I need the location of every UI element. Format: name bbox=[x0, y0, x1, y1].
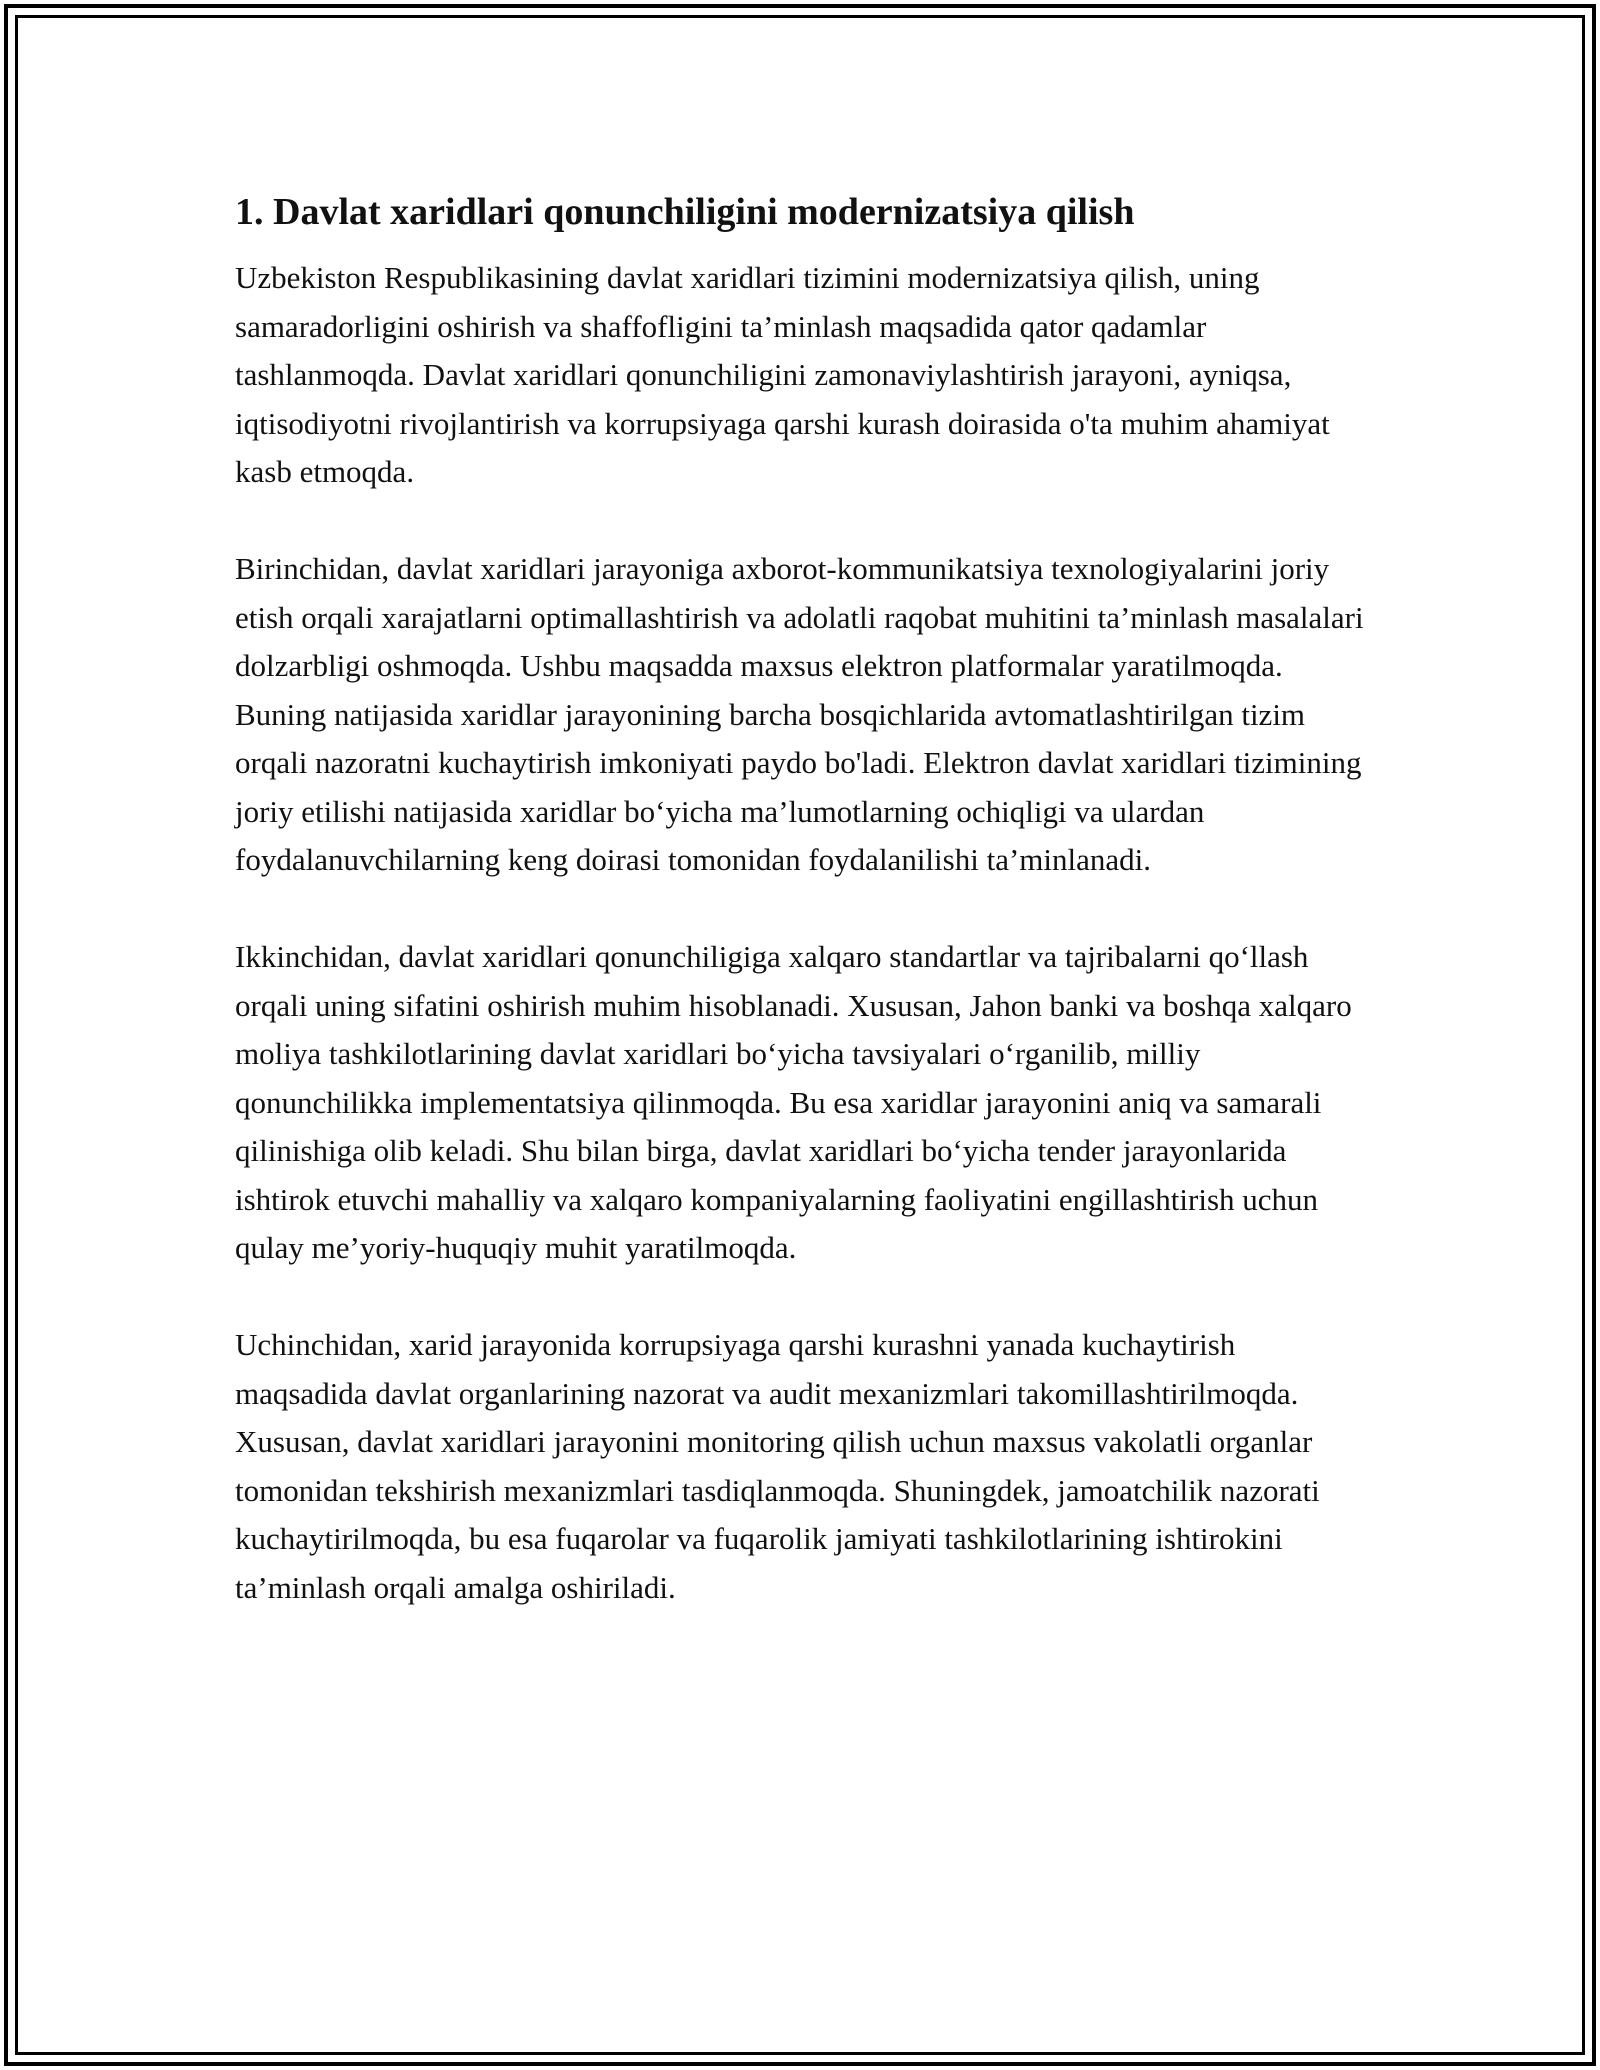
section-heading: 1. Davlat xaridlari qonunchiligini modernizatsiya qilish bbox=[235, 191, 1135, 233]
document-body bbox=[235, 186, 1375, 1661]
paragraph-intro: Uzbekiston Respublikasining davlat xaridlari tizimini modernizatsiya qilish, uning samaradorligini oshirish va shaffofligini ta’minlash maqsadida qator qadamlar tashlanmoqda. Davlat xaridlari qonunchiligini zamonaviylashtirish jarayoni, ayniqsa, iqtisodiyotni rivojlantirish va korrupsiyaga qarshi kurash doirasida o'ta muhim ahamiyat kasb etmoqda. bbox=[235, 260, 1330, 489]
paragraph-second-point: Ikkinchidan, davlat xaridlari qonunchiligiga xalqaro standartlar va tajribalarni qo‘llash orqali uning sifatini oshirish muhim hisoblanadi. Xususan, Jahon banki va boshqa xalqaro moliya tashkilotlarining davlat xaridlari bo‘yicha tavsiyalari o‘rganilib, milliy qonunchilikka implementatsiya qilinmoqda. Bu esa xaridlar jarayonini aniq va samarali qilinishiga olib keladi. Shu bilan birga, davlat xaridlari bo‘yicha tender jarayonlarida ishtirok etuvchi mahalliy va xalqaro kompaniyalarning faoliyatini engillashtirish uchun qulay me’yoriy-huquqiy muhit yaratilmoqda. bbox=[235, 939, 1352, 1265]
paragraph-third-point: Uchinchidan, xarid jarayonida korrupsiyaga qarshi kurashni yanada kuchaytirish maqsadida davlat organlarining nazorat va audit mexanizmlari takomillashtirilmoqda. Xususan, davlat xaridlari jarayonini monitoring qilish uchun maxsus vakolatli organlar tomonidan tekshirish mexanizmlari tasdiqlanmoqda. Shuningdek, jamoatchilik nazorati kuchaytirilmoqda, bu esa fuqarolar va fuqarolik jamiyati tashkilotlarining ishtirokini ta’minlash orqali amalga oshiriladi. bbox=[235, 1327, 1320, 1605]
paragraph-first-point: Birinchidan, davlat xaridlari jarayoniga axborot-kommunikatsiya texnologiyalarini joriy etish orqali xarajatlarni optimallashtirish va adolatli raqobat muhitini ta’minlash masalalari dolzarbligi oshmoqda. Ushbu maqsadda maxsus elektron platformalar yaratilmoqda. Buning natijasida xaridlar jarayonining barcha bosqichlarida avtomatlashtirilgan tizim orqali nazoratni kuchaytirish imkoniyati paydo bo'ladi. Elektron davlat xaridlari tizimining joriy etilishi natijasida xaridlar bo‘yicha ma’lumotlarning ochiqligi va ulardan foydalanuvchilarning keng doirasi tomonidan foydalanilishi ta’minlanadi. bbox=[235, 551, 1364, 877]
